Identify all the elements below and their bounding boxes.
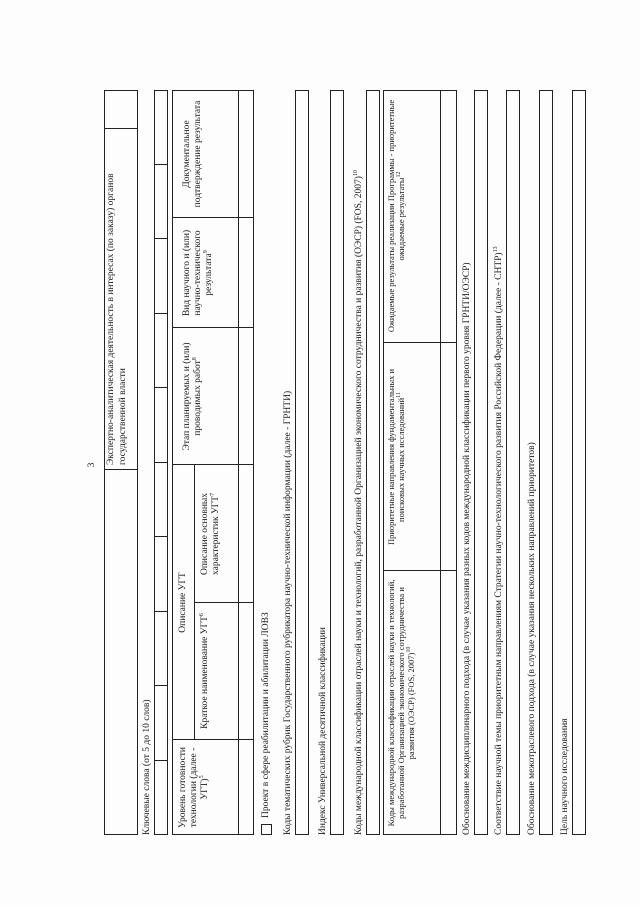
- utt-col-desc-group: Описание УГТ: [178, 572, 188, 633]
- rehab-project-label: Проект в сфере реабилитации и абилитации ЛОВЗ: [261, 612, 271, 818]
- page-number: 3: [87, 462, 97, 468]
- sntr-label: Соответствие научной темы приоритетным направлениям Стратегии научно-технологического развития Российской Федерации (далее - СНТР)$^{13}$: [492, 246, 504, 835]
- udc-label: Индекс Универсальной десятичной классификации: [318, 627, 328, 835]
- interdisciplinary-input[interactable]: [474, 90, 488, 835]
- oecd-table-col1: Коды международной классификации отраслей науки и технологий, разработанной Организацией экономического сотрудничества и развития (ОЭСР) (FOS, 2007)$^{10}$: [386, 579, 416, 827]
- utt-col-desc-main: Описание основных характеристик УГТ$^7$: [200, 492, 221, 576]
- utt-col-desc-short: Краткое наименование УГТ$^6$: [198, 613, 210, 729]
- grnti-input[interactable]: [295, 90, 309, 835]
- rotated-form: [87, 90, 588, 835]
- udc-input[interactable]: [330, 90, 344, 835]
- oecd-table-col2: Приоритетные направления фундаментальных и поисковых научных исследований$^{11}$: [386, 368, 406, 546]
- oecd-input[interactable]: [366, 90, 380, 835]
- utt-col-result-type: Вид научного и (или) научно-технического результата$^9$: [182, 229, 214, 317]
- intersectoral-label: Обоснование межотраслевого подхода (в случае указания нескольких направлений приоритетов): [527, 442, 537, 835]
- utt-col-docs: Документальное подтверждение результата: [182, 100, 203, 208]
- oecd-label: Коды международной классификации отраслей науки и технологий, разработанной Организацией экономического сотрудничества и развития (ОЭСР) (FOS, 2007)$^{10}$: [352, 170, 364, 835]
- interdisciplinary-label: Обоснование междисциплинарного подхода (в случае указания разных кодов международной классификации первого уровня ГРНТИ/ОЭСР): [462, 262, 472, 835]
- utt-col-level: Уровень готовности технологии (далее - УГТ)$^5$: [178, 747, 210, 828]
- top-row-line2: государственной власти: [118, 368, 128, 465]
- keywords-label: Ключевые слова (от 5 до 10 слов): [142, 699, 152, 835]
- rehab-project-checkbox[interactable]: [261, 824, 272, 835]
- top-row-line1: Экспертно-аналитическая деятельность в интересах (по заказу) органов: [106, 173, 116, 465]
- utt-col-stage: Этап планируемых и (или) проводимых работ$^8$: [182, 342, 203, 451]
- grnti-label: Коды тематических рубрик Государственного рубрикатора научно-технической информации (далее - ГРНТИ): [283, 390, 293, 835]
- goal-label: Цель научного исследования: [560, 718, 570, 835]
- sntr-input[interactable]: [506, 90, 520, 835]
- oecd-table-col3: Ожидаемые результаты реализации Программы - приоритетные ожидаемые результаты$^{12}$: [386, 99, 406, 333]
- goal-input[interactable]: [572, 90, 586, 835]
- intersectoral-input[interactable]: [539, 90, 553, 835]
